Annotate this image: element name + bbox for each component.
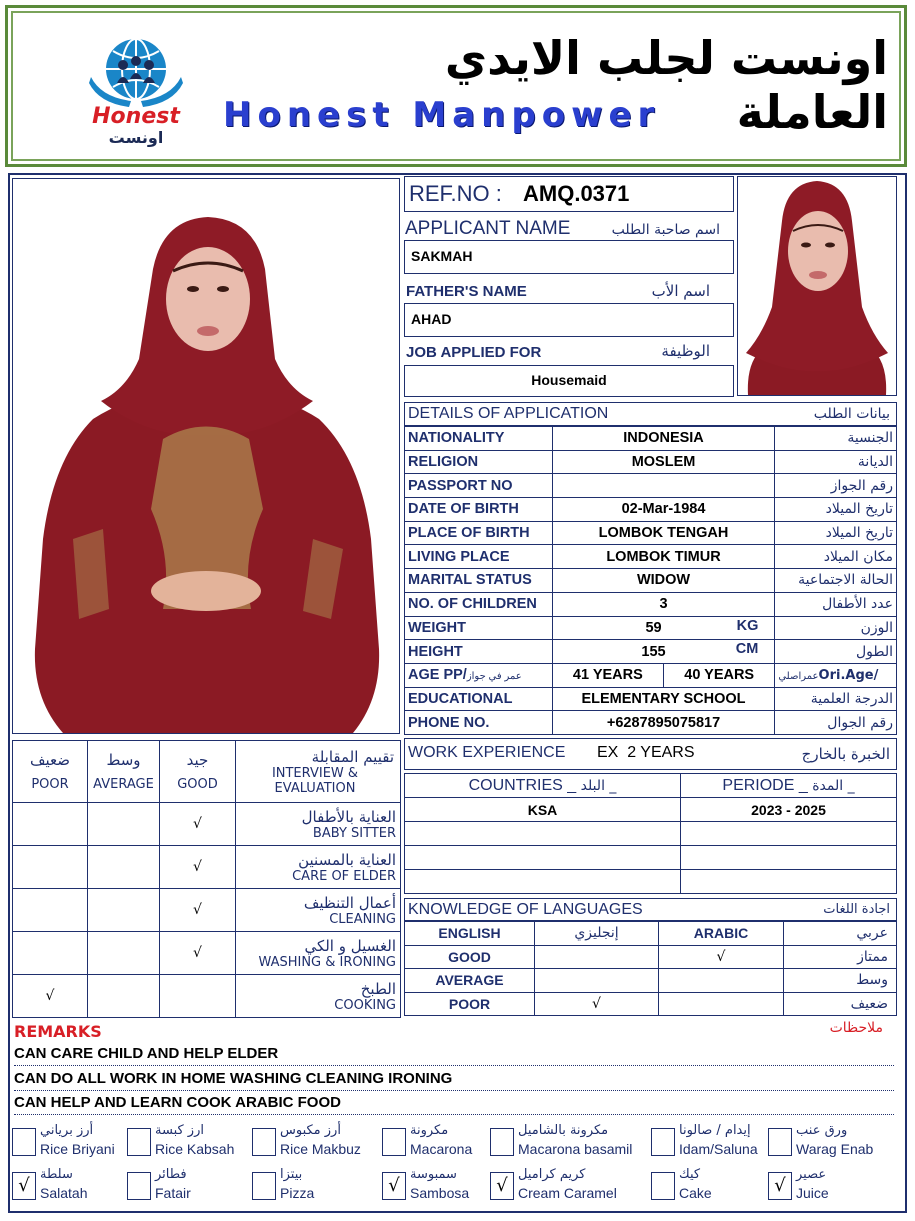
age-ori-label-ar: عمراصلي [778,671,819,683]
detail-label: RELIGION [405,450,553,474]
eval-skill-en: CLEANING [329,911,396,927]
header-arabic-title: اونست لجلب الايدي العاملة [444,31,888,139]
detail-label: NATIONALITY [405,427,553,451]
eval-skill-en: WASHING & IRONING [258,954,396,970]
eval-average-cell [88,975,160,1018]
food-label-ar: أرز مكبوس [280,1123,341,1138]
details-row [405,592,897,616]
food-checkbox[interactable]: √ [768,1172,792,1200]
detail-label: LIVING PLACE [405,545,553,569]
evaluation-row [13,975,401,1018]
language-arabic-mark: √ [659,945,784,969]
period-cell [681,870,897,894]
periode-header: PERIODE _ المدة _ [681,774,897,798]
food-option [382,1124,494,1160]
language-level-label-ar: ضعيف [784,992,897,1016]
food-checkbox[interactable] [490,1128,514,1156]
education-label: EDUCATIONAL [405,687,553,711]
language-arabic-mark [659,992,784,1016]
eval-average-cell [88,803,160,846]
food-label-ar: مكرونة بالشاميل [518,1123,609,1138]
detail-value: LOMBOK TENGAH [552,521,775,545]
food-option [252,1168,364,1204]
food-label-en: Rice Kabsah [155,1141,235,1157]
weight-label: WEIGHT [405,616,553,640]
food-label-ar: ورق عنب [796,1123,848,1138]
remarks-title: REMARKS [14,1022,102,1041]
food-option [127,1168,239,1204]
logo-arabic: اونست [108,128,164,147]
eval-title-header: تقييم المقابلة INTERVIEW & EVALUATION [236,741,401,803]
language-english-mark [535,945,659,969]
father-name-box [404,303,734,337]
detail-label-ar: الديانة [775,450,897,474]
country-cell [405,846,681,870]
detail-label-ar: الجنسية [775,427,897,451]
weight-label-ar: الوزن [775,616,897,640]
country-row [405,846,897,870]
food-label-ar: عصير [796,1167,827,1182]
job-applied-label: JOB APPLIED FOR [406,344,542,361]
weight-value [552,616,775,640]
food-label-en: Idam/Saluna [679,1141,758,1157]
food-label-en: Fatair [155,1185,191,1201]
detail-label-ar: مكان الميلاد [775,545,897,569]
food-label-en: Cream Caramel [518,1185,617,1201]
eval-good-cell: √ [160,932,236,975]
language-level-label: GOOD [405,945,535,969]
eval-poor-cell: √ [13,975,88,1018]
header-english-title: Honest Manpower [223,95,661,135]
work-experience-value: EX 2 YEARS [597,744,695,761]
detail-value: LOMBOK TIMUR [552,545,775,569]
language-english-mark: √ [535,992,659,1016]
food-option [252,1124,364,1160]
ref-number-box [404,176,734,212]
food-label-en: Rice Makbuz [280,1141,361,1157]
country-cell [405,822,681,846]
eval-average-header: وسط AVERAGE [88,741,160,803]
food-checkbox[interactable] [127,1172,151,1200]
food-checkbox[interactable]: √ [12,1172,36,1200]
detail-label: MARITAL STATUS [405,569,553,593]
food-option [490,1167,617,1204]
country-cell [405,870,681,894]
age-ori-label-en: Ori.Age/ [818,668,879,684]
details-title-ar: بيانات الطلب [813,406,890,422]
food-label-en: Salatah [40,1185,88,1201]
height-value [552,640,775,664]
company-logo [71,35,201,147]
job-applied-box [404,365,734,397]
food-option [382,1168,494,1204]
food-label-ar: مكرونة [410,1123,449,1138]
detail-label: PLACE OF BIRTH [405,521,553,545]
applicant-name-label-ar: اسم صاحبة الطلب [611,222,720,238]
eval-average-cell [88,846,160,889]
job-applied-label-ar: الوظيفة [661,342,710,360]
eval-good-header: جيد GOOD [160,741,236,803]
phone-value: +6287895075817 [552,711,775,735]
father-name-label-ar: اسم الأب [651,282,710,300]
food-label-ar: أرز برياني [40,1123,94,1138]
food-label-en: Pizza [280,1185,315,1201]
father-name-value: AHAD [411,311,452,327]
detail-label: DATE OF BIRTH [405,498,553,522]
food-label-ar: بيتزا [280,1167,303,1182]
remark-line: CAN CARE CHILD AND HELP ELDER [14,1042,894,1066]
eval-good-cell: √ [160,803,236,846]
languages-title-ar: اجادة اللغات [823,902,890,917]
food-option [651,1168,763,1204]
education-label-ar: الدرجة العلمية [775,687,897,711]
food-label-ar: كريم كراميل [518,1167,586,1182]
lang-arabic-header-ar: عربي [784,922,897,946]
details-title: DETAILS OF APPLICATION [408,405,609,422]
eval-skill-ar: أعمال التنظيف [303,893,396,912]
details-row [405,569,897,593]
remark-line: CAN HELP AND LEARN COOK ARABIC FOOD [14,1091,894,1115]
food-label-en: Macarona basamil [518,1141,633,1157]
food-label-en: Sambosa [410,1185,470,1201]
detail-value [552,474,775,498]
evaluation-row [13,889,401,932]
work-experience-label-ar: الخبرة بالخارج [801,745,890,763]
eval-poor-cell [13,803,88,846]
age-ori-label [775,663,897,687]
food-checkbox[interactable] [252,1128,276,1156]
food-label-ar: ارز كبسة [155,1123,204,1138]
food-label-en: Cake [679,1185,712,1201]
height-number: 155 [641,643,666,660]
detail-label-ar: عدد الأطفال [775,592,897,616]
food-checkbox[interactable]: √ [382,1172,406,1200]
language-row [405,969,897,993]
eval-poor-header: ضعيف POOR [13,741,88,803]
eval-skill-ar: الغسيل و الكي [304,936,396,955]
detail-value: INDONESIA [552,427,775,451]
details-row-education [405,687,897,711]
food-option [768,1168,880,1204]
header-frame [11,11,901,161]
language-arabic-mark [659,969,784,993]
detail-value: WIDOW [552,569,775,593]
details-row-phone [405,711,897,735]
language-row [405,992,897,1016]
eval-poor-cell [13,846,88,889]
applicant-name-box [404,240,734,274]
eval-skill-ar: العناية بالأطفال [301,807,396,826]
weight-number: 59 [645,619,662,636]
country-cell: KSA [405,798,681,822]
detail-label-ar: رقم الجواز [775,474,897,498]
country-row [405,822,897,846]
details-row [405,498,897,522]
food-checkbox[interactable] [382,1128,406,1156]
food-option [12,1124,124,1160]
food-label-ar: سمبوسة [410,1167,457,1182]
age-pp-label: AGE PP/ [408,667,467,684]
food-checkbox[interactable]: √ [490,1172,514,1200]
languages-header [404,898,897,921]
ref-number-label: REF.NO : [409,181,502,206]
applicant-full-photo [12,178,400,734]
eval-skill-label [236,803,401,846]
lang-arabic-header: ARABIC [659,922,784,946]
food-option [490,1123,633,1160]
applicant-portrait-photo [737,176,897,396]
eval-skill-label [236,932,401,975]
countries-table [404,773,897,894]
evaluation-row [13,803,401,846]
detail-value: 02-Mar-1984 [552,498,775,522]
lang-english-header-ar: إنجليزي [535,922,659,946]
language-level-label: AVERAGE [405,969,535,993]
food-label-en: Warag Enab [796,1141,874,1157]
food-checkbox[interactable] [252,1172,276,1200]
eval-good-cell: √ [160,889,236,932]
food-checkbox[interactable] [12,1128,36,1156]
detail-label-ar: تاريخ الميلاد [775,498,897,522]
food-checkbox[interactable] [768,1128,792,1156]
details-table [404,426,897,735]
applicant-name-label: APPLICANT NAME [405,218,571,239]
detail-label-ar: الحالة الاجتماعية [775,569,897,593]
food-checkbox[interactable] [127,1128,151,1156]
phone-label: PHONE NO. [405,711,553,735]
food-label-ar: كيك [679,1167,701,1182]
food-option [768,1124,880,1160]
phone-label-ar: رقم الجوال [775,711,897,735]
eval-skill-label [236,975,401,1018]
evaluation-table [12,740,401,1018]
period-cell: 2023 - 2025 [681,798,897,822]
languages-title: KNOWLEDGE OF LANGUAGES [408,901,643,918]
age-pp-label-ar: عمر في جواز [466,671,522,683]
age-ori-value: 40 YEARS [664,663,775,687]
food-option [12,1168,124,1204]
work-experience-label: WORK EXPERIENCE [408,744,566,761]
food-label-ar: فطائر [155,1167,187,1182]
eval-poor-cell [13,889,88,932]
food-checkbox[interactable] [651,1128,675,1156]
language-level-label: POOR [405,992,535,1016]
details-row [405,545,897,569]
food-label-en: Rice Briyani [40,1141,115,1157]
details-row-weight [405,616,897,640]
language-level-label-ar: ممتاز [784,945,897,969]
age-pp-value: 41 YEARS [552,663,663,687]
period-cell [681,846,897,870]
eval-good-cell: √ [160,846,236,889]
detail-value: MOSLEM [552,450,775,474]
job-applied-value: Housemaid [531,372,607,388]
eval-skill-en: COOKING [334,997,396,1013]
food-label-en: Macarona [410,1141,473,1157]
food-option [651,1124,763,1160]
height-label: HEIGHT [405,640,553,664]
header [5,5,907,167]
father-name-label: FATHER'S NAME [406,283,527,300]
applicant-name-value: SAKMAH [411,248,473,264]
food-label-ar: إيدام / صالونا [679,1123,751,1138]
evaluation-row [13,932,401,975]
eval-average-cell [88,889,160,932]
detail-value: 3 [552,592,775,616]
details-row-age [405,663,897,687]
weight-unit: KG [736,617,759,634]
food-label-ar: سلطة [40,1167,73,1182]
eval-average-cell [88,932,160,975]
detail-label-ar: تاريخ الميلاد [775,521,897,545]
remark-line: CAN DO ALL WORK IN HOME WASHING CLEANING IRONING [14,1067,894,1091]
language-row [405,945,897,969]
evaluation-row [13,846,401,889]
food-option [127,1124,239,1160]
language-level-label-ar: وسط [784,969,897,993]
country-row [405,870,897,894]
details-row-height [405,640,897,664]
food-label-en: Juice [796,1185,829,1201]
height-label-ar: الطول [775,640,897,664]
height-unit: CM [735,641,759,658]
ref-number-value: AMQ.0371 [523,181,630,206]
eval-skill-label [236,889,401,932]
logo-text: Honest [92,104,180,129]
food-checkbox[interactable] [651,1172,675,1200]
eval-skill-ar: العناية بالمسنين [298,850,396,869]
country-row [405,798,897,822]
details-header [404,402,897,426]
eval-skill-en: BABY SITTER [312,825,396,841]
lang-english-header: ENGLISH [405,922,535,946]
countries-header: COUNTRIES _ البلد _ [405,774,681,798]
period-cell [681,822,897,846]
work-experience-box [404,738,897,770]
details-row [405,450,897,474]
age-label [405,663,553,687]
languages-table [404,921,897,1016]
education-value: ELEMENTARY SCHOOL [552,687,775,711]
details-row [405,521,897,545]
detail-label: NO. OF CHILDREN [405,592,553,616]
eval-poor-cell [13,932,88,975]
detail-label: PASSPORT NO [405,474,553,498]
language-english-mark [535,969,659,993]
eval-skill-ar: الطبخ [360,979,396,998]
details-row [405,427,897,451]
eval-good-cell [160,975,236,1018]
eval-skill-en: CARE OF ELDER [292,868,396,884]
remarks-title-ar: ملاحظات [829,1020,883,1036]
details-row [405,474,897,498]
eval-skill-label [236,846,401,889]
